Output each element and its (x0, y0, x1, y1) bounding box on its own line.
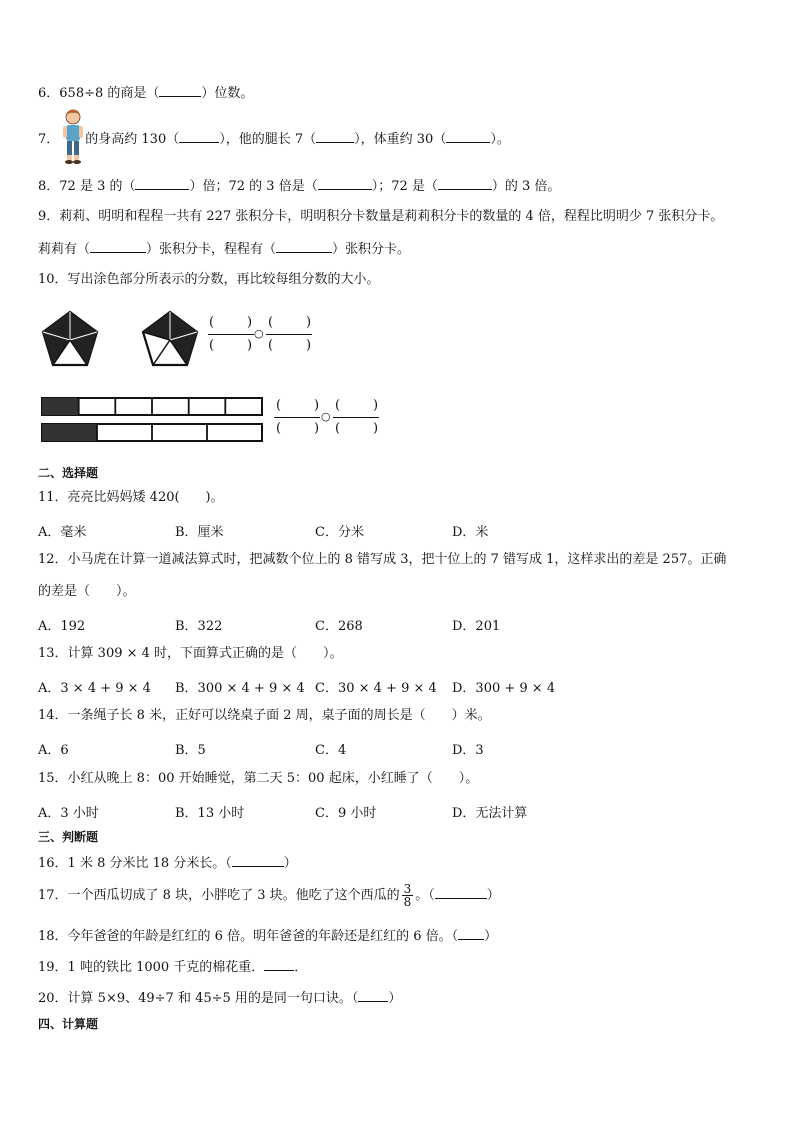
q9-blank-2[interactable] (276, 240, 332, 253)
fraction-bar (208, 334, 254, 335)
q9-text-b: ）张积分卡，程程有（ (146, 242, 277, 257)
q16-text-end: ） (283, 856, 297, 871)
q8-blank-1[interactable] (135, 177, 189, 190)
q6-text-pre: 6．658÷8 的商是（ (38, 86, 160, 101)
paren: ) (314, 398, 320, 413)
segment-bars-figure (40, 396, 266, 446)
q15-option-c[interactable]: C．9 小时 (315, 806, 377, 821)
question-11: 11．亮亮比妈妈矮 420( )。 (38, 490, 224, 505)
paren: ) (247, 315, 253, 330)
q11-option-a[interactable]: A．毫米 (38, 525, 87, 540)
question-16 (38, 854, 297, 872)
q7-text-c: ），体重约 30（ (354, 132, 447, 147)
q18-text: 18．今年爸爸的年龄是红红的 6 倍。明年爸爸的年龄还是红红的 6 倍。（ (38, 929, 459, 944)
question-12-line-1: 12．小马虎在计算一道减法算式时，把减数个位上的 8 错写成 3，把十位上的 7 错写成 1，这样求出的差是 257。正确 (38, 552, 727, 567)
q20-text-end: ） (388, 991, 402, 1006)
q15-option-b[interactable]: B．13 小时 (175, 806, 245, 821)
q19-text-end: ． (294, 960, 308, 975)
q12-option-b[interactable]: B．322 (175, 619, 223, 634)
q20-text: 20．计算 5×9、49÷7 和 45÷5 用的是同一句口诀。（ (38, 991, 359, 1006)
paren: ( (209, 315, 215, 330)
q8-text-a: 8．72 是 3 的（ (38, 179, 136, 194)
q7-number: 7． (38, 132, 60, 147)
boy-illustration-icon (60, 108, 86, 166)
pentagon-figure-1 (40, 310, 100, 368)
question-15: 15．小红从晚上 8：00 开始睡觉，第二天 5：00 起床，小红睡了（ ）。 (38, 771, 479, 786)
q15-option-a[interactable]: A．3 小时 (38, 806, 99, 821)
paren: ( (209, 338, 215, 353)
q8-text-c: ）；72 是（ (371, 179, 438, 194)
q9-blank-1[interactable] (90, 240, 146, 253)
q14-option-c[interactable]: C．4 (315, 743, 347, 758)
paren: ( (276, 421, 282, 436)
q11-option-b[interactable]: B．厘米 (175, 525, 224, 540)
fraction-bar (274, 417, 320, 418)
q7-text-d: ）。 (490, 132, 510, 147)
q9-text-a: 莉莉有（ (38, 242, 91, 257)
compare-circle[interactable]: ○ (321, 410, 331, 423)
question-6 (38, 84, 253, 102)
q7-blank-1[interactable] (179, 130, 219, 143)
q13-option-d[interactable]: D．300 + 9 × 4 (452, 681, 556, 696)
q13-option-b[interactable]: B．300 × 4 + 9 × 4 (175, 681, 305, 696)
paren: ) (314, 421, 320, 436)
question-17 (38, 881, 500, 911)
question-9-line-1: 9．莉莉、明明和程程一共有 227 张积分卡，明明积分卡数量是莉莉积分卡的数量的 4 倍，程程比明明少 7 张积分卡。 (38, 209, 724, 224)
question-10: 10．写出涂色部分所表示的分数，再比较每组分数的大小。 (38, 272, 380, 287)
q7-text-b: ），他的腿长 7（ (219, 132, 317, 147)
q12-option-c[interactable]: C．268 (315, 619, 363, 634)
question-14: 14．一条绳子长 8 米，正好可以绕桌子面 2 周，桌子面的周长是（ ）米。 (38, 708, 491, 723)
q17-text: 17．一个西瓜切成了 8 块，小胖吃了 3 块。他吃了这个西瓜的 (38, 888, 400, 903)
q7-blank-3[interactable] (446, 130, 490, 143)
q6-blank[interactable] (159, 84, 201, 97)
section-2-heading: 二、选择题 (38, 466, 99, 480)
q11-option-c[interactable]: C．分米 (315, 525, 364, 540)
q17-text-mid: 。（ (415, 888, 435, 903)
paren: ) (306, 315, 312, 330)
section-3-heading: 三、判断题 (38, 830, 99, 844)
q17-fraction (402, 883, 414, 908)
q18-blank[interactable] (458, 927, 484, 940)
paren: ) (306, 338, 312, 353)
q14-option-d[interactable]: D．3 (452, 743, 484, 758)
q9-text-c: ）张积分卡。 (332, 242, 411, 257)
q12-option-a[interactable]: A．192 (38, 619, 86, 634)
q19-blank[interactable] (264, 958, 294, 971)
q8-blank-3[interactable] (438, 177, 492, 190)
fraction-numerator: 3 (403, 882, 412, 896)
q18-text-end: ） (484, 929, 498, 944)
q16-blank[interactable] (232, 854, 284, 867)
question-12-line-2: 的差是（ ）。 (38, 584, 136, 599)
q14-option-b[interactable]: B．5 (175, 743, 206, 758)
q20-blank[interactable] (358, 989, 388, 1002)
question-18 (38, 927, 497, 945)
paren: ( (268, 338, 274, 353)
section-4-heading: 四、计算题 (38, 1017, 99, 1031)
q8-blank-2[interactable] (318, 177, 372, 190)
paren: ( (335, 398, 341, 413)
paren: ) (373, 398, 379, 413)
q7-blank-2[interactable] (316, 130, 354, 143)
question-7 (38, 130, 510, 148)
question-13: 13．计算 309 × 4 时，下面算式正确的是（ ）。 (38, 646, 343, 661)
q6-text-post: ）位数。 (201, 86, 254, 101)
paren: ) (247, 338, 253, 353)
q16-text: 16．1 米 8 分米比 18 分米长。（ (38, 856, 232, 871)
fraction-bar (333, 417, 379, 418)
q19-text: 19．1 吨的铁比 1000 千克的棉花重． (38, 960, 265, 975)
q17-blank[interactable] (435, 886, 487, 899)
q17-text-end: ） (486, 888, 500, 903)
q15-option-d[interactable]: D．无法计算 (452, 806, 528, 821)
q7-text-a: 的身高约 130（ (85, 132, 180, 147)
question-20 (38, 989, 401, 1007)
q8-text-b: ）倍；72 的 3 倍是（ (189, 179, 318, 194)
compare-circle[interactable]: ○ (254, 327, 264, 340)
pentagon-figure-2 (140, 310, 200, 368)
question-19 (38, 958, 307, 976)
paren: ( (335, 421, 341, 436)
q14-option-a[interactable]: A．6 (38, 743, 69, 758)
q13-option-a[interactable]: A．3 × 4 + 9 × 4 (38, 681, 151, 696)
paren: ( (268, 315, 274, 330)
paren: ) (373, 421, 379, 436)
fraction-bar (266, 334, 312, 335)
q11-option-d[interactable]: D．米 (452, 525, 489, 540)
fraction-denominator: 8 (403, 895, 412, 909)
paren: ( (276, 398, 282, 413)
question-9-line-2 (38, 240, 410, 258)
q12-option-d[interactable]: D．201 (452, 619, 501, 634)
q13-option-c[interactable]: C．30 × 4 + 9 × 4 (315, 681, 437, 696)
question-8 (38, 177, 560, 195)
q8-text-d: ）的 3 倍。 (491, 179, 561, 194)
